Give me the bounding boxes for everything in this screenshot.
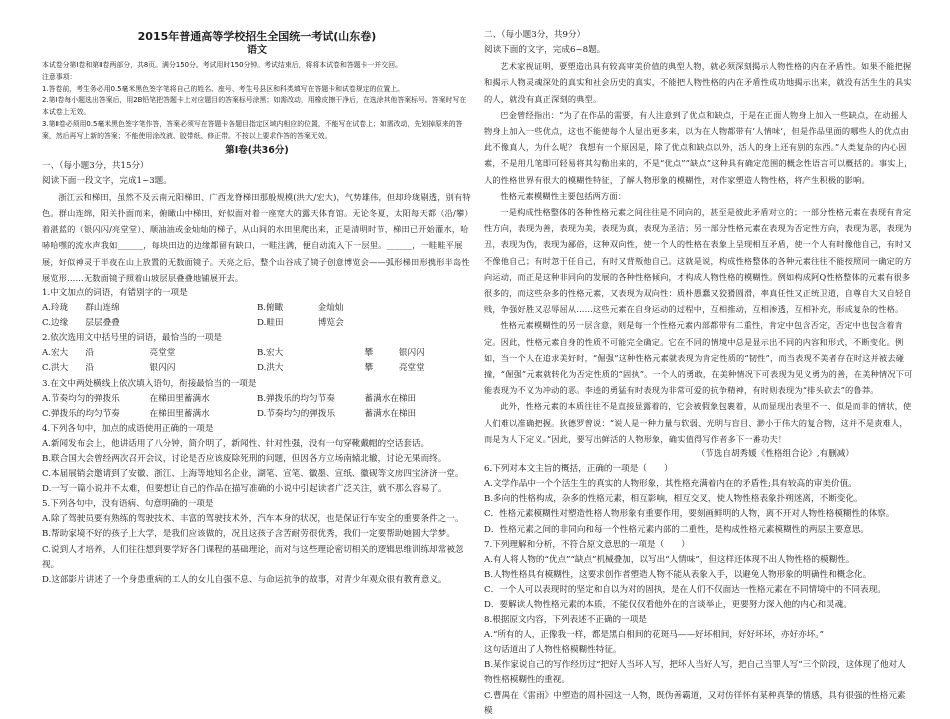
answer-option[interactable]: A.玲珑 群山连绵 bbox=[42, 303, 120, 314]
question-stem: 4.下列各句中，加点的成语使用正确的一项是 bbox=[42, 423, 214, 434]
answer-option[interactable]: D．性格元素之间的非同向和每一个性格元素内部的二重性，是构成性格元素模糊性的两层主要意思。 bbox=[484, 524, 870, 535]
answer-options bbox=[484, 553, 914, 613]
answer-option[interactable]: 攀 亮堂堂 bbox=[364, 363, 425, 374]
reading-passage: 浙江云和梯田，虽然不及云南元阳梯田、广西龙脊梯田那般规模(洪大/宏大)，气势雄伟，但却玲珑剔透，别有特色。群山连绵，阳关扑面而来，俯瞰山中梯田，好似面对着一座宽大的露天体育馆。无论冬夏，太阳每天都（沿/攀）着湛蓝的（银闪闪/亮堂堂）、顺油油或金灿灿的梯子，从山间的水田里爬出来，正是清明时节，梯田已开始灌水，哈哧哈嘿的流水声我如______，每块田边的边缘都留有缺口，一畦注满，便自动流入下一层里。______，一畦畦平展展，好似神灵于半夜在山上放置的无数面镜子。天亮之后，整个山谷成了镜子创意博览会——弧形梯田形携形半岛性展览形……无数面镜子照着山坡层层叠叠地铺展开去。 bbox=[42, 191, 471, 283]
question-list bbox=[42, 286, 472, 588]
answer-option[interactable]: A.“所有的人，正像我一样，都是黑白相间的花斑马——好坏相间，好好坏坏，亦好亦坏。” bbox=[484, 630, 824, 641]
answer-option[interactable]: 蓄满水在梯田 bbox=[364, 408, 417, 419]
article-paragraph: 艺术家视证明，要塑造出具有较高审美价值的典型人物，就必须深刻揭示人物性格的内在矛盾性。如果不能把握和揭示人物灵魂深处的真实和社会历史的真实，不能把人物性格的内在矛盾性成功地揭示出来，就没有活生生的具实的人，就没有真正深刻的典型。 bbox=[484, 61, 912, 104]
article-body bbox=[484, 58, 914, 447]
exam-notes bbox=[42, 60, 472, 143]
answer-option[interactable]: C.弹拨乐的均匀节奏 bbox=[42, 408, 120, 419]
answer-option[interactable]: D.畦田 博览会 bbox=[257, 318, 344, 329]
answer-option[interactable]: 攀 银闪闪 bbox=[364, 348, 425, 359]
part-intro: 阅读下面一段文字，完成1~3题。 bbox=[42, 175, 172, 186]
answer-options bbox=[42, 346, 472, 376]
answer-option[interactable]: 蓄满水在梯田 bbox=[364, 393, 417, 404]
part-intro: 阅读下面的文字，完成6~8题。 bbox=[484, 45, 606, 56]
article-paragraph: 此外，性格元素的本质往往不是直接显露着的，它会被假象包裹着，从而显现出表里不一、似是而非的情状，使人们难以准确把握。狄德罗曾说：“说人是一种力量与软弱、光明与盲目、渺小于伟大的复合物，这并不是责难人，而是为人下定义。”因此，要写出鲜活的人物形象，确实值得写作者多下一番功夫！ bbox=[484, 401, 912, 444]
answer-option[interactable]: A.文学作品中一个个活生生的真实的人物形象，其性格充满着内在的矛盾性;具有较高的审美价值。 bbox=[484, 479, 857, 490]
article-paragraph: 性格元素模糊性主要包括两方面： bbox=[500, 190, 627, 201]
question-stem: 2.依次选用文中括号里的词语，最恰当的一项是 bbox=[42, 333, 223, 344]
answer-option[interactable]: 在梯田里蓄满水 bbox=[149, 408, 210, 419]
question-block bbox=[484, 613, 914, 719]
answer-option[interactable]: C．性格元素模糊性对塑造性格人物形象有重要作用，要刻画鲜明的人物，离不开对人物性格模糊性的体察。 bbox=[484, 509, 895, 520]
answer-options bbox=[42, 392, 472, 422]
answer-options bbox=[42, 512, 472, 587]
answer-option[interactable]: B.宏大 bbox=[257, 348, 284, 359]
question-block bbox=[42, 422, 472, 497]
question-stem: 5.下列各句中，没有语病、句意明确的一项是 bbox=[42, 499, 214, 510]
answer-option[interactable]: A.除了驾驶员要有熟练的驾驶技术、丰富的驾驶技术外，汽车本身的状况，也是保证行车安全的重要条件之一。 bbox=[42, 514, 464, 525]
answer-option[interactable]: A.宏大 沿 bbox=[42, 348, 94, 359]
answer-option[interactable]: B.帮助家境不好的孩子上大学，是我们应该做的，况且这孩子含苦耐劳很优秀，我们一定要帮助她圆大学梦。 bbox=[42, 529, 455, 540]
note-line: 本试卷分第Ⅰ卷和第Ⅱ卷两部分，共8页。满分150分。考试用时150分钟。考试结束后，将将本试卷和答题卡一并交回。 bbox=[42, 61, 402, 69]
question-stem: 6.下列对本文主旨的概括，正确的一项是（ ） bbox=[484, 464, 673, 475]
question-stem: 3.在文中两处横线上依次填入语句，衔接最恰当的一项是 bbox=[42, 378, 257, 389]
part-title: 二、（每小题3分，共9分） bbox=[484, 30, 586, 40]
exam-subject: 语文 bbox=[247, 45, 267, 56]
answer-options bbox=[42, 301, 472, 331]
answer-option[interactable]: 银闪闪 bbox=[149, 363, 176, 374]
answer-option[interactable]: D.这部影片讲述了一个身患重病的工人的女儿自强不息、与命运抗争的故事，对青少年观众很有教育意义。 bbox=[42, 574, 447, 585]
part-title: 一、（每小题3分，共15分） bbox=[42, 160, 149, 171]
answer-option[interactable]: A.节奏均匀的弹拨乐 bbox=[42, 393, 120, 404]
answer-options bbox=[484, 628, 914, 719]
question-block bbox=[484, 462, 914, 537]
answer-option[interactable]: C.洪大 沿 bbox=[42, 363, 94, 374]
answer-option[interactable]: 在梯田里蓄满水 bbox=[149, 393, 210, 404]
article-paragraph: 巴金曾经指出：“为了在作品的需要，有人注意到了优点和缺点，于是在正面人物身上加入一些缺点，在动摇人物身上加入一些优点，这也不能使每个人显出更多来，以为在人物都带有‘人情味’，但是作品里面的哪些人的优点由此不像真人，为什么呢？ 我想有一个原因是，除了优点和缺点以外，活人的身上还有别的东西。”人类复杂的内心因素，不是用几笔即可轻易将其勾勒出来的，不是“优点”“缺点”这种具有确定范围的概念性语言可以概括的。事实上，人的性格世界有很大的模糊性特征，了解人物形象的模糊性，对作家塑造人物性格，将产生积极的影响。 bbox=[484, 109, 913, 185]
answer-option[interactable]: C.边缘 层层叠叠 bbox=[42, 318, 120, 329]
question-stem: 7.下列理解和分析，不符合原文意思的一项是（ ） bbox=[484, 539, 690, 550]
question-stem: 8.根据原文内容，下列表述不正确的一项是 bbox=[484, 615, 647, 626]
answer-option[interactable]: B.俯瞰 金灿灿 bbox=[257, 303, 344, 314]
note-line: 3.第Ⅱ卷必须用0.5毫米黑色签字笔作答，答案必须写在答题卡各题目指定区域内相应的位置，不能写在试卷上；如需改动，先划掉原来的答案，然后再写上新的答案；不能使用涂改液、胶带纸、修正带。不按以上要求作答的答案无效。 bbox=[42, 119, 463, 140]
answer-option[interactable]: 这句话道出了人物性格模糊性特征。 bbox=[484, 645, 622, 656]
answer-option[interactable]: C.本届展销会邀请到了安徽、浙江、上海等地知名企业，湖笔、宣笔、徽墨、宣纸、徽砚等文房四宝济济一堂。 bbox=[42, 469, 464, 480]
answer-option[interactable]: B.人物性格具有模糊性，这要求创作者塑造人物不能从表象入手，以避免人物形象的明确性和概念化。 bbox=[484, 569, 872, 580]
answer-option[interactable]: C．一个人可以表现时的坚定和自以为对的固执，是在人们不仅面达一性格元素在不同情境中的不同表现。 bbox=[484, 584, 886, 595]
article-paragraph: 性格元素模糊性的另一层含意，则是每一个性格元素内部都带有二重性，肯定中包含否定，否定中也包含着肯定。因此，性格元素自身的性质不可能完全确定。它在不同的情境中总是显示出不同的内容和形式，不断变化。例如，当一个人在追求美好时，“倔强”这种性格元素就表现为肯定性质的“韧性”，而当表现不美者存在时这并被去碰撞，“倔强”元素就转化为否定性质的“固执”。一个人的勇敢，在美种情况下可表现为见义勇为的善，在美种情况下可能表现为不义为冲动的恶。李逵的勇猛有时表现为非常可爱的抗争精神，有时则表现为“排头砍去”的鲁莽。 bbox=[484, 320, 913, 396]
answer-option[interactable]: D.一写一篇小说并不太难，但要想让自己的作品在描写准确的小说中引起读者广泛关注，就不那么容易了。 bbox=[42, 484, 447, 495]
question-list bbox=[484, 462, 914, 719]
note-line: 注意事项： bbox=[42, 72, 77, 81]
answer-option[interactable]: B.弹拨乐的均匀节奏 bbox=[257, 393, 335, 404]
note-line: 1.答卷前，考生务必用0.5毫米黑色签字笔将自己的姓名、座号、考生号县区和科类填写在答题卡和试卷规定的位置上。 bbox=[42, 84, 405, 93]
answer-options bbox=[42, 437, 472, 497]
exam-title: 2015年普通高等学校招生全国统一考试(山东卷) bbox=[137, 30, 377, 43]
article-source: （节选自胡秀媛《性格组合论》,有删减） bbox=[696, 449, 854, 460]
question-block bbox=[42, 497, 472, 588]
answer-option[interactable]: 亮堂堂 bbox=[149, 348, 176, 359]
question-block bbox=[42, 286, 472, 331]
section-heading: 第Ⅰ卷(共36分) bbox=[225, 144, 289, 156]
right-column bbox=[484, 28, 914, 716]
answer-option[interactable]: D.洪大 bbox=[257, 363, 284, 374]
answer-option[interactable]: C.说到人才培养，人们往往想到要学好各门课程的基础理论，而对与这些理论密切相关的逻辑思维训练却常被忽视。 bbox=[42, 544, 464, 570]
question-block bbox=[42, 377, 472, 422]
note-line: 2.第Ⅰ卷每小题选出答案后，用2B铅笔把答题卡上对应题目的答案标号涂黑；如需改动，用橡皮擦干净后，在选涂其他答案标号。答案时写在本试卷上无效。 bbox=[42, 96, 467, 117]
answer-options bbox=[484, 477, 914, 537]
question-block bbox=[484, 538, 914, 613]
article-paragraph: 一是构成性格整体的各种性格元素之间往往是不同向的，甚至是彼此矛盾对立的；一部分性格元素在表现有肯定性方向，表现为善，表现为美，表现为真，表现为圣洁；另一部分性格元素在表现为否定性方向，表现为恶，表现为丑，表现为伪，表现为鄙俗，这种双向性，使一个人的性格在表象上呈现相互矛盾，使一个人有时像他自己，有时又不像他自己；有时忽于任自己，有时又背叛他自己。这就是说，构成性格整体的各种元素往往不能按照同一确定的方向运动，而正是这种非同向的发展的各种性格倾向，才构成人物性格的模糊性。例如构成阿Q性格整体的元素有很多很多的，而这些杂多的性格元素，又表现为双向性：质朴愚蠢又狡猾圆滑，率真任性又正统卫道，自尊自大又自轻自贱，争强好胜又忍辱屈从……这些元素在自身运动的过程中，互相推动，互相渗透，互相补充，形成复杂的性格。 bbox=[484, 207, 912, 315]
left-column bbox=[42, 28, 472, 664]
answer-option[interactable]: C.曹禺在《雷雨》中塑造的周朴园这一人物，既伪善霸道，又对仿徉怀有某种真挚的情感，具有很强的性格元素模 bbox=[484, 690, 906, 716]
answer-option[interactable]: B.联合国大会曾经两次召开会议，讨论是否应该废除死刑的问题，但因各方立场南辕北辙，讨论无果而终。 bbox=[42, 454, 447, 465]
question-block bbox=[42, 331, 472, 376]
answer-option[interactable]: D.节奏均匀的弹拨乐 bbox=[257, 408, 336, 419]
answer-option[interactable]: A.有人将人物的“优点”“缺点”机械叠加，以写出“人情味”，但这样还体现不出人物性格的模糊性。 bbox=[484, 554, 855, 565]
answer-option[interactable]: A.新闻发布会上，他讲话用了八分钟，简介明了，新闻性、针对性强，没有一句穿靴戴帽的空话套话。 bbox=[42, 438, 430, 449]
question-stem: 1.中文加点的词语，有错别字的一项是 bbox=[42, 287, 188, 298]
answer-option[interactable]: D．要解读人物性格元素的本质，不能仅仅看他外在的言谈举止，更要努力深入他的内心和灵魂。 bbox=[484, 600, 852, 610]
answer-option[interactable]: B.多向的性格构成，杂多的性格元素，相互影响，相互交叉，使人物性格表象扑朔迷离，不断变化。 bbox=[484, 494, 863, 505]
answer-option[interactable]: B.某作家说自己的写作经历过“把好人当坏人写，把坏人当好人写，把自己当罪人写”三个阶段，这体现了他对人物性格模糊性的重视。 bbox=[484, 660, 906, 686]
